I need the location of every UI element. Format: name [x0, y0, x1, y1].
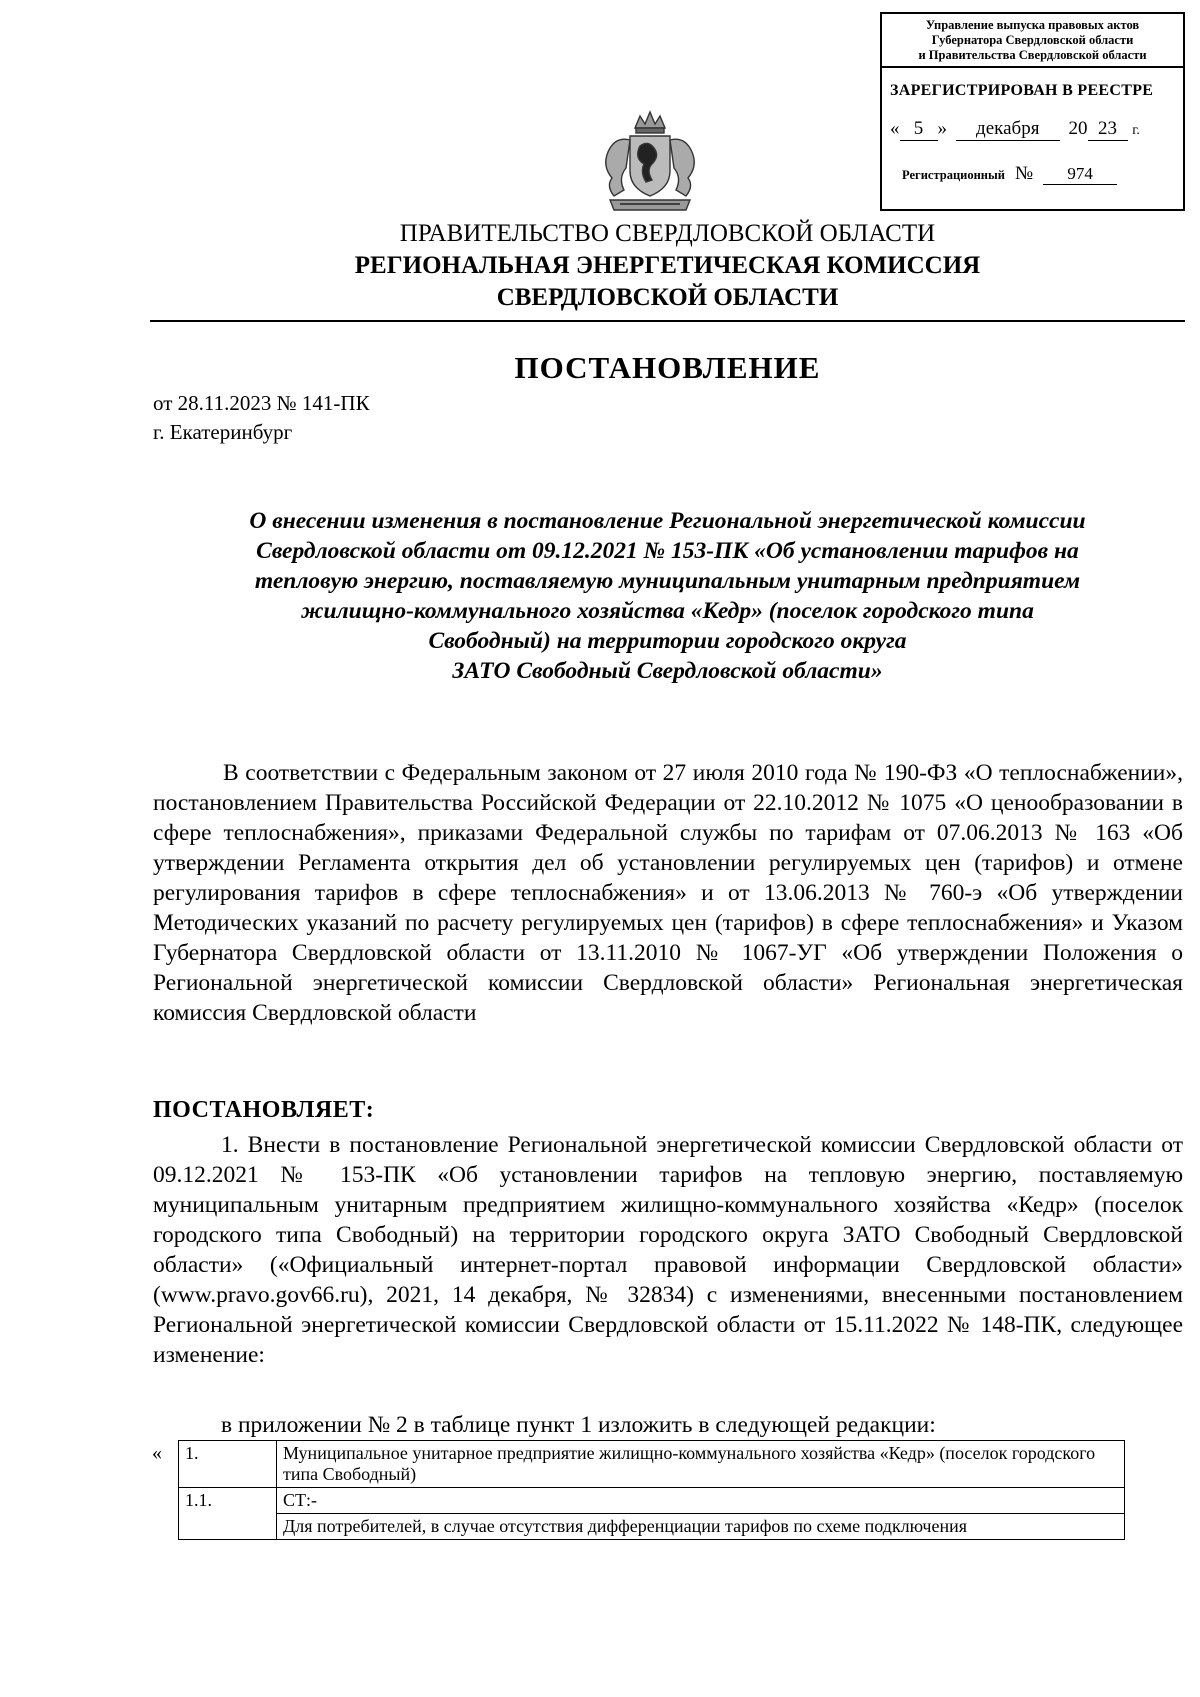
- stamp-date-close-quote: »: [937, 118, 947, 139]
- subject-line: тепловую энергию, поставляемую муниципальным унитарным предприятием: [254, 568, 1081, 594]
- stamp-date-year-abbr: г.: [1132, 123, 1140, 138]
- stamp-number-sign: №: [1014, 163, 1034, 184]
- stamp-registered-label: ЗАРЕГИСТРИРОВАН В РЕЕСТРЕ: [890, 82, 1154, 99]
- document-subject: [150, 506, 1185, 686]
- stamp-header-line: Управление выпуска правовых актов: [925, 18, 1140, 32]
- stamp-date: [890, 118, 1183, 141]
- table-row: [179, 1441, 1125, 1488]
- commission-name-line: СВЕРДЛОВСКОЙ ОБЛАСТИ: [496, 284, 839, 311]
- stamp-date-open-quote: «: [890, 118, 900, 139]
- document-city: г. Екатеринбург: [153, 420, 293, 444]
- stamp-date-year-suffix: 23: [1088, 118, 1128, 141]
- stamp-header-line: и Правительства Свердловской области: [918, 48, 1147, 62]
- registration-stamp: [880, 12, 1185, 211]
- table-cell-text: Для потребителей, в случае отсутствия дифференциации тарифов по схеме подключения: [277, 1514, 1125, 1540]
- table-open-quote: «: [152, 1442, 162, 1464]
- stamp-reg-number: [902, 163, 1183, 185]
- table-row: [179, 1488, 1125, 1514]
- table-row: [179, 1514, 1125, 1540]
- commission-name: [150, 250, 1185, 314]
- table-cell-number: 1.1.: [179, 1488, 277, 1540]
- table-cell-text: Муниципальное унитарное предприятие жилищно-коммунального хозяйства «Кедр» (поселок городского типа Свободный): [277, 1441, 1125, 1488]
- preamble-paragraph: В соответствии с Федеральным законом от 27 июля 2010 года № 190-ФЗ «О теплоснабжении», постановлением Правительства Российской Федерации от 22.10.2012 № 1075 «О ценообразовании в сфере теплоснабжения», приказами Федеральной службы по тарифам от 07.06.2013 № 163 «Об утверждении Регламента открытия дел об установлении регулируемых цен (тарифов) и отмене регулирования тарифов в сфере теплоснабжения» и от 13.06.2013 № 760-э «Об утверждении Методических указаний по расчету регулируемых цен (тарифов) в сфере теплоснабжения» и Указом Губернатора Свердловской области от 13.11.2010 № 1067-УГ «Об утверждении Положения о Региональной энергетической комиссии Свердловской области» Региональная энергетическая комиссия Свердловской области: [153, 760, 1183, 1026]
- item-1-sub-paragraph: в приложении № 2 в таблице пункт 1 изложить в следующей редакции:: [221, 1412, 936, 1438]
- stamp-reg-number-value: 974: [1043, 164, 1117, 185]
- document-type-title: ПОСТАНОВЛЕНИЕ: [514, 350, 821, 385]
- stamp-header-line: Губернатора Свердловской области: [931, 33, 1134, 47]
- stamp-header: [882, 14, 1183, 68]
- stamp-date-year-prefix: 20: [1068, 118, 1088, 139]
- table-cell-number: 1.: [179, 1441, 277, 1488]
- subject-line: жилищно-коммунального хозяйства «Кедр» (поселок городского типа: [301, 598, 1034, 624]
- subject-line: Свободный) на территории городского округа: [428, 628, 907, 654]
- decree-word: ПОСТАНОВЛЯЕТ:: [153, 1097, 375, 1123]
- commission-name-line: РЕГИОНАЛЬНАЯ ЭНЕРГЕТИЧЕСКАЯ КОМИССИЯ: [354, 252, 981, 279]
- subject-line: Свердловской области от 09.12.2021 № 153-ПК «Об установлении тарифов на: [256, 538, 1079, 564]
- stamp-reg-number-label: Регистрационный: [902, 168, 1005, 182]
- document-date-number: от 28.11.2023 № 141-ПК: [153, 391, 370, 415]
- header-divider: [150, 320, 1185, 322]
- item-1-paragraph: 1. Внести в постановление Региональной энергетической комиссии Свердловской области от 09.12.2021 № 153-ПК «Об установлении тарифов на тепловую энергию, поставляемую муниципальным унитарным предприятием жилищно-коммунального хозяйства «Кедр» (поселок городского типа Свободный) на территории городского округа ЗАТО Свободный Свердловской области» («Официальный интернет-портал правовой информации Свердловской области» (www.pravo.gov66.ru), 2021, 14 декабря, № 32834) с изменениями, внесенными постановлением Региональной энергетической комиссии Свердловской области от 15.11.2022 № 148-ПК, следующее изменение:: [153, 1132, 1183, 1368]
- table-cell-text: СТ:-: [277, 1488, 1125, 1514]
- coat-of-arms-emblem: [590, 106, 710, 214]
- tariff-table: [178, 1440, 1125, 1540]
- stamp-date-day: 5: [900, 118, 938, 141]
- stamp-date-month: декабря: [956, 118, 1060, 141]
- subject-line: ЗАТО Свободный Свердловской области»: [452, 658, 883, 684]
- subject-line: О внесении изменения в постановление Региональной энергетической комиссии: [249, 508, 1086, 534]
- government-name: ПРАВИТЕЛЬСТВО СВЕРДЛОВСКОЙ ОБЛАСТИ: [399, 220, 936, 247]
